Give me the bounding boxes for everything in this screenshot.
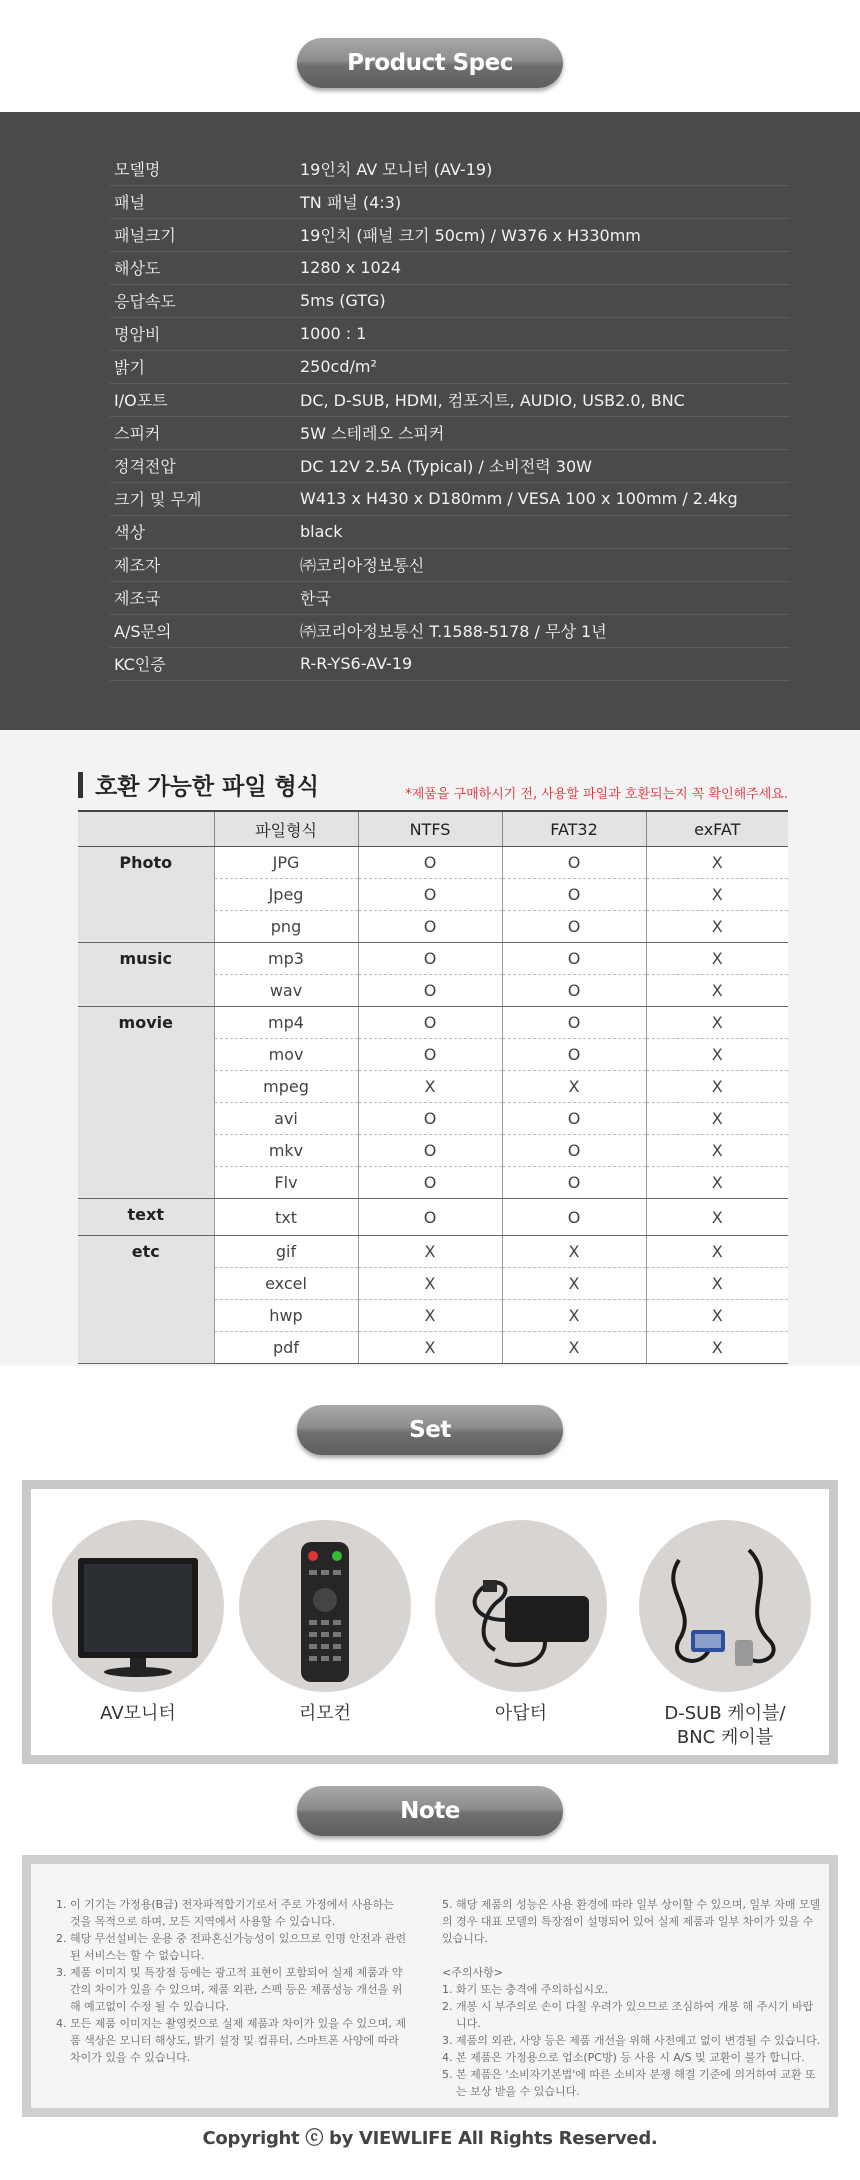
spec-value: 250cd/m²	[300, 357, 377, 376]
support-cell: X	[646, 975, 788, 1007]
set-item-remote	[237, 1520, 413, 1726]
caution-list	[442, 1981, 822, 2100]
compat-row	[78, 1007, 788, 1039]
support-cell: O	[502, 1103, 646, 1135]
spec-row	[110, 251, 790, 285]
support-cell: X	[646, 1039, 788, 1071]
spec-key: 해상도	[114, 259, 161, 278]
compat-table	[78, 810, 788, 1364]
support-cell: X	[358, 1268, 502, 1300]
support-cell: X	[646, 1167, 788, 1199]
spec-key: I/O포트	[114, 391, 168, 410]
file-format-cell: mov	[214, 1039, 358, 1071]
spec-row	[110, 152, 790, 186]
title-bar	[78, 772, 83, 798]
support-cell: O	[358, 847, 502, 879]
spec-value: TN 패널 (4:3)	[300, 193, 402, 212]
spec-row	[110, 350, 790, 384]
compat-category: music	[78, 943, 214, 1007]
support-cell: X	[358, 1332, 502, 1364]
spec-key: 정격전압	[114, 457, 176, 476]
set-label: AV모니터	[100, 1703, 176, 1724]
set-item-cable	[637, 1520, 813, 1750]
compat-header-cell: NTFS	[358, 811, 502, 847]
spec-row	[110, 416, 790, 450]
file-format-cell: wav	[214, 975, 358, 1007]
note-item: 3. 제품 이미지 및 특장점 등에는 광고적 표현이 포함되어 실제 제품과 약간의 차이가 있을 수 있으며, 제품 외관, 스펙 등은 제품성능 개선을 위해 예고없이 수정 될 수 있습니다.	[70, 1964, 408, 2015]
spec-key: 제조국	[114, 589, 161, 608]
monitor-icon	[52, 1520, 224, 1692]
set-item-adapter	[433, 1520, 609, 1726]
support-cell: O	[358, 911, 502, 943]
support-cell: O	[502, 1007, 646, 1039]
note-item: 2. 해당 무선설비는 운용 중 전파혼신가능성이 있으므로 인명 안전과 관련 된 서비스는 할 수 없습니다.	[70, 1930, 408, 1964]
file-format-cell: Flv	[214, 1167, 358, 1199]
note-left-column	[56, 1896, 408, 2066]
file-format-cell: mp4	[214, 1007, 358, 1039]
remote-icon	[239, 1520, 411, 1692]
note-header: Note	[297, 1786, 563, 1836]
note-item: 4. 모든 제품 이미지는 촬영컷으로 실제 제품과 차이가 있을 수 있으며, 제품 색상은 모니터 해상도, 밝기 설정 및 컴퓨터, 스마트폰 사양에 따라 차이가 있을 수 있습니다.	[70, 2015, 408, 2066]
file-format-cell: mp3	[214, 943, 358, 975]
compat-title	[78, 768, 319, 801]
spec-row	[110, 482, 790, 516]
compat-row	[78, 847, 788, 879]
file-format-cell: png	[214, 911, 358, 943]
file-format-cell: pdf	[214, 1332, 358, 1364]
spec-value: 5ms (GTG)	[300, 291, 386, 310]
spec-value: 19인치 AV 모니터 (AV-19)	[300, 160, 493, 179]
note-right-column	[442, 1896, 822, 2100]
compat-category: movie	[78, 1007, 214, 1199]
set-label: D-SUB 케이블/ BNC 케이블	[664, 1703, 786, 1748]
spec-row	[110, 383, 790, 417]
support-cell: X	[502, 1300, 646, 1332]
support-cell: X	[358, 1300, 502, 1332]
spec-value: 한국	[300, 589, 331, 608]
spec-key: 색상	[114, 523, 145, 542]
spec-row	[110, 614, 790, 648]
compat-category: text	[78, 1199, 214, 1236]
support-cell: O	[502, 1135, 646, 1167]
spec-key: 명암비	[114, 325, 161, 344]
product-spec-header: Product Spec	[297, 38, 563, 88]
support-cell: X	[502, 1332, 646, 1364]
support-cell: O	[358, 943, 502, 975]
support-cell: X	[358, 1071, 502, 1103]
set-header: Set	[297, 1405, 563, 1455]
caution-item: 4. 본 제품은 가정용으로 업소(PC방) 등 사용 시 A/S 및 교환이 불가 합니다.	[456, 2049, 822, 2066]
support-cell: O	[358, 1007, 502, 1039]
compat-header-cell: 파일형식	[214, 811, 358, 847]
compat-category: etc	[78, 1236, 214, 1364]
support-cell: X	[358, 1236, 502, 1268]
spec-key: 크기 및 무게	[114, 490, 202, 509]
support-cell: X	[646, 1199, 788, 1236]
compat-notice: *제품을 구매하시기 전, 사용할 파일과 호환되는지 꼭 확인해주세요.	[405, 787, 788, 802]
support-cell: X	[646, 1332, 788, 1364]
spec-row	[110, 548, 790, 582]
note-list	[56, 1896, 408, 2066]
spec-value: black	[300, 522, 343, 541]
support-cell: X	[646, 1103, 788, 1135]
compat-header-cell: FAT32	[502, 811, 646, 847]
support-cell: O	[502, 975, 646, 1007]
spec-row	[110, 284, 790, 318]
compat-header-cell: exFAT	[646, 811, 788, 847]
spec-key: 패널크기	[114, 226, 176, 245]
spec-key: 스피커	[114, 424, 161, 443]
spec-value: W413 x H430 x D180mm / VESA 100 x 100mm / 2.4kg	[300, 489, 738, 508]
support-cell: X	[646, 1300, 788, 1332]
compat-row	[78, 1236, 788, 1268]
support-cell: O	[358, 1135, 502, 1167]
file-format-cell: hwp	[214, 1300, 358, 1332]
support-cell: X	[646, 1268, 788, 1300]
support-cell: O	[358, 1103, 502, 1135]
support-cell: O	[502, 1199, 646, 1236]
support-cell: X	[646, 1007, 788, 1039]
note-item: 1. 이 기기는 가정용(B급) 전자파적합기기로서 주로 가정에서 사용하는 것을 목적으로 하며, 모든 지역에서 사용할 수 있습니다.	[70, 1896, 408, 1930]
support-cell: O	[358, 1199, 502, 1236]
file-format-cell: mpeg	[214, 1071, 358, 1103]
spec-row	[110, 449, 790, 483]
spec-value: R-R-YS6-AV-19	[300, 654, 413, 673]
caution-title: <주의사항>	[442, 1966, 503, 1979]
spec-row	[110, 581, 790, 615]
caution-item: 1. 화기 또는 충격에 주의하십시오.	[456, 1981, 822, 1998]
spec-key: 제조자	[114, 556, 161, 575]
adapter-icon	[435, 1520, 607, 1692]
support-cell: O	[358, 879, 502, 911]
spec-key: 패널	[114, 193, 145, 212]
file-format-cell: avi	[214, 1103, 358, 1135]
support-cell: O	[502, 911, 646, 943]
support-cell: X	[502, 1071, 646, 1103]
spec-value: 1280 x 1024	[300, 258, 402, 277]
spec-key: KC인증	[114, 655, 166, 674]
file-format-cell: excel	[214, 1268, 358, 1300]
set-label: 리모컨	[298, 1703, 352, 1724]
file-format-cell: Jpeg	[214, 879, 358, 911]
support-cell: X	[502, 1236, 646, 1268]
compat-row	[78, 1199, 788, 1236]
support-cell: O	[502, 1167, 646, 1199]
caution-item: 2. 개봉 시 부주의로 손이 다칠 우려가 있으므로 조심하여 개봉 해 주시기 바랍니다.	[456, 1998, 822, 2032]
spec-row	[110, 317, 790, 351]
spec-row	[110, 515, 790, 549]
spec-value: ㈜코리아정보통신 T.1588-5178 / 무상 1년	[300, 622, 607, 641]
support-cell: O	[358, 975, 502, 1007]
spec-value: ㈜코리아정보통신	[300, 556, 425, 575]
support-cell: X	[646, 1071, 788, 1103]
spec-value: 19인치 (패널 크기 50cm) / W376 x H330mm	[300, 226, 641, 245]
compat-title-text: 호환 가능한 파일 형식	[95, 774, 319, 800]
spec-key: 모델명	[114, 160, 161, 179]
spec-value: DC 12V 2.5A (Typical) / 소비전력 30W	[300, 457, 592, 476]
file-format-cell: JPG	[214, 847, 358, 879]
spec-row	[110, 185, 790, 219]
note-item-5: 5. 해당 제품의 성능은 사용 환경에 따라 일부 상이할 수 있으며, 일부 자매 모델의 경우 대표 모델의 특장점이 설명되어 있어 실제 제품과 일부 차이가 있을 수 있습니다.	[442, 1898, 821, 1945]
compat-category: Photo	[78, 847, 214, 943]
spec-key: 밝기	[114, 358, 145, 377]
support-cell: O	[502, 847, 646, 879]
file-format-cell: gif	[214, 1236, 358, 1268]
spec-row	[110, 218, 790, 252]
support-cell: X	[646, 1236, 788, 1268]
set-label: 아답터	[494, 1703, 548, 1724]
support-cell: X	[646, 1135, 788, 1167]
support-cell: O	[502, 943, 646, 975]
support-cell: X	[646, 847, 788, 879]
support-cell: X	[502, 1268, 646, 1300]
spec-value: 1000 : 1	[300, 324, 367, 343]
copyright: Copyright ⓒ by VIEWLIFE All Rights Reserved.	[202, 2128, 658, 2149]
compat-header-cell	[78, 811, 214, 847]
spec-row	[110, 647, 790, 681]
support-cell: O	[358, 1039, 502, 1071]
compat-row	[78, 943, 788, 975]
support-cell: O	[502, 879, 646, 911]
spec-value: DC, D-SUB, HDMI, 컴포지트, AUDIO, USB2.0, BNC	[300, 391, 685, 410]
spec-value: 5W 스테레오 스피커	[300, 424, 445, 443]
spec-key: 응답속도	[114, 292, 176, 311]
set-item-monitor	[50, 1520, 226, 1726]
support-cell: O	[358, 1167, 502, 1199]
file-format-cell: txt	[214, 1199, 358, 1236]
support-cell: O	[502, 1039, 646, 1071]
spec-key: A/S문의	[114, 622, 172, 641]
file-format-cell: mkv	[214, 1135, 358, 1167]
support-cell: X	[646, 911, 788, 943]
caution-item: 5. 본 제품은 '소비자기본법'에 따른 소비자 분쟁 해결 기준에 의거하여 교환 또는 보상 받을 수 있습니다.	[456, 2066, 822, 2100]
caution-item: 3. 제품의 외관, 사양 등은 제품 개선을 위해 사전예고 없이 변경될 수 있습니다.	[456, 2032, 822, 2049]
cable-icon	[639, 1520, 811, 1692]
compat-header-row	[78, 811, 788, 847]
support-cell: X	[646, 879, 788, 911]
support-cell: X	[646, 943, 788, 975]
